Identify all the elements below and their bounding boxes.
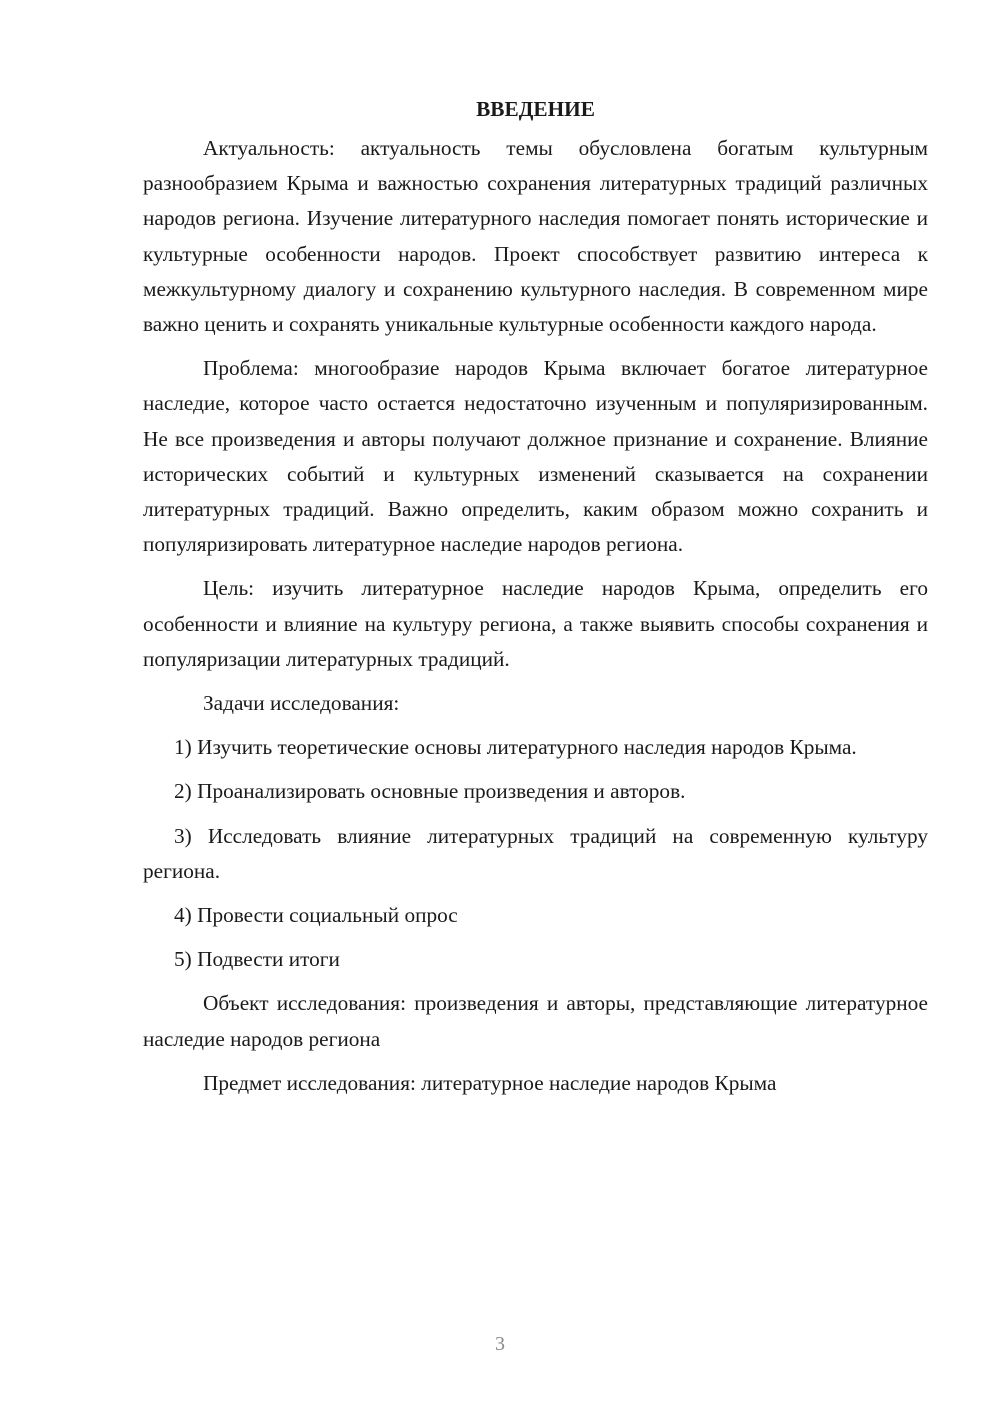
tasks-heading: Задачи исследования: [203,691,400,716]
task-item: 5) Подвести итоги [174,947,340,972]
document-body [143,92,928,1110]
task-item: 3) Исследовать влияние литературных традиций на современную культуру региона. [143,823,928,883]
task-item: 2) Проанализировать основные произведения и авторов. [174,779,686,804]
section-heading: ВВЕДЕНИЕ [476,97,595,121]
task-item: 4) Провести социальный опрос [174,903,458,928]
research-object-paragraph: Объект исследования: произведения и авторы, представляющие литературное наследие народов региона [143,991,928,1051]
goal-paragraph: Цель: изучить литературное наследие народов Крыма, определить его особенности и влияние на культуру региона, а также выявить способы сохранения и популяризации литературных традиций. [143,576,928,671]
research-subject-paragraph: Предмет исследования: литературное наследие народов Крыма [203,1070,777,1095]
relevance-paragraph: Актуальность: актуальность темы обусловлена богатым культурным разнообразием Крыма и важностью сохранения литературных традиций различных народов региона. Изучение литературного наследия помогает понять исторические и культурные особенности народов. Проект способствует развитию интереса к межкультурному диалогу и сохранению культурного наследия. В современном мире важно ценить и сохранять уникальные культурные особенности каждого народа. [143,136,928,337]
problem-paragraph: Проблема: многообразие народов Крыма включает богатое литературное наследие, которое часто остается недостаточно изученным и популяризированным. Не все произведения и авторы получают должное признание и сохранение. Влияние исторических событий и культурных изменений сказывается на сохранении литературных традиций. Важно определить, каким образом можно сохранить и популяризировать литературное наследие народов региона. [143,356,928,557]
task-item: 1) Изучить теоретические основы литературного наследия народов Крыма. [174,735,857,760]
page-number: 3 [495,1333,505,1355]
